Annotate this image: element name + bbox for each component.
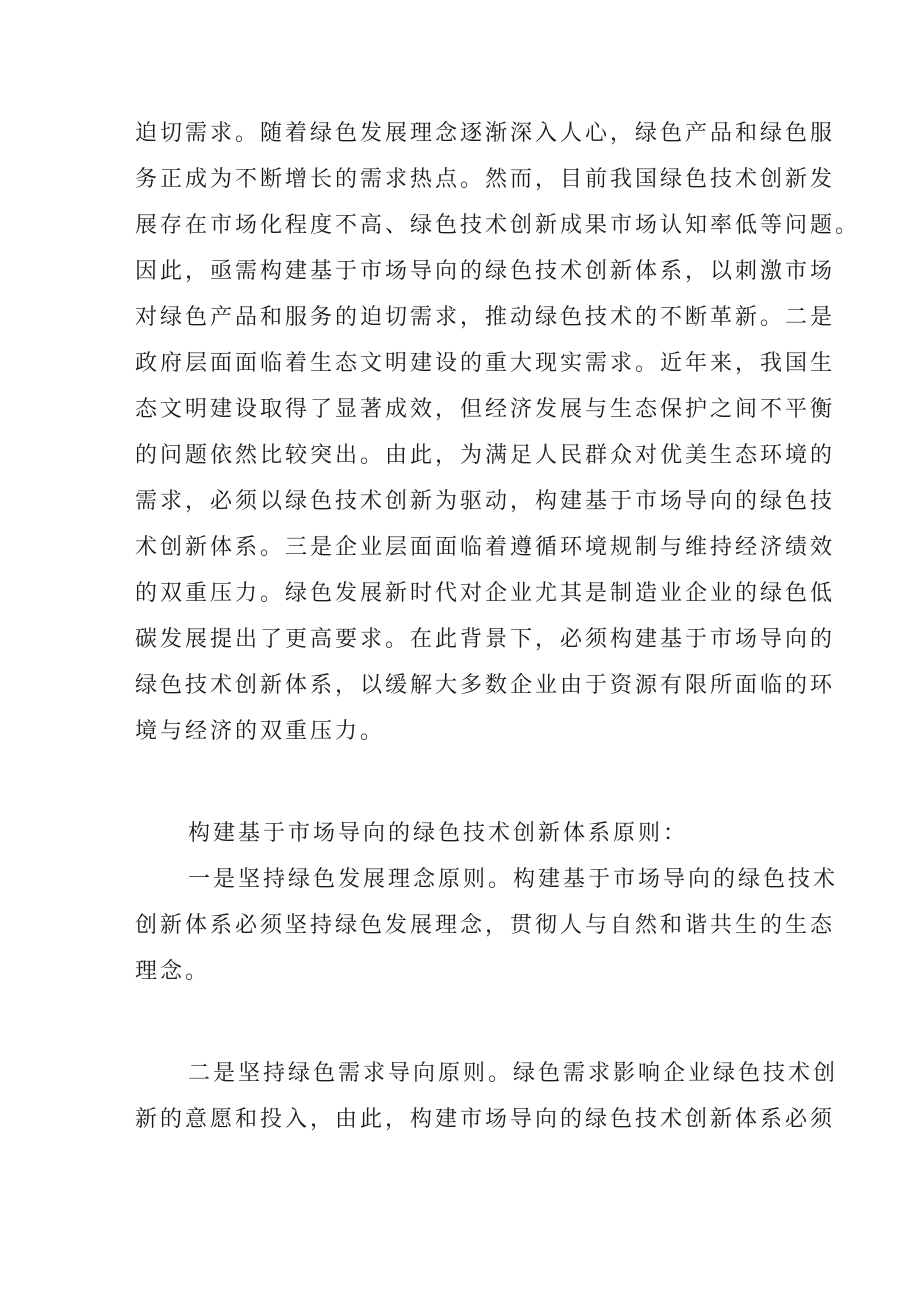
text-line: 需求，必须以绿色技术创新为驱动，构建基于市场导向的绿色技 [135, 489, 836, 514]
text-line: 创新体系必须坚持绿色发展理念，贯彻人与自然和谐共生的生态 [135, 913, 836, 938]
text-line: 理念。 [135, 959, 211, 984]
text-line: 对绿色产品和服务的迫切需求，推动绿色技术的不断革新。二是 [135, 305, 836, 330]
text-line: 迫切需求。随着绿色发展理念逐渐深入人心，绿色产品和绿色服 [135, 121, 836, 146]
text-line: 绿色技术创新体系，以缓解大多数企业由于资源有限所面临的环 [135, 673, 836, 698]
section-heading: 构建基于市场导向的绿色技术创新体系原则： [188, 821, 689, 846]
text-line: 展存在市场化程度不高、绿色技术创新成果市场认知率低等问题。 [135, 213, 861, 238]
text-line: 态文明建设取得了显著成效，但经济发展与生态保护之间不平衡 [135, 397, 836, 422]
text-line: 碳发展提出了更高要求。在此背景下，必须构建基于市场导向的 [135, 627, 836, 652]
text-line: 的双重压力。绿色发展新时代对企业尤其是制造业企业的绿色低 [135, 581, 836, 606]
text-line: 境与经济的双重压力。 [135, 719, 386, 744]
text-line: 政府层面面临着生态文明建设的重大现实需求。近年来，我国生 [135, 351, 836, 376]
text-line: 的问题依然比较突出。由此，为满足人民群众对优美生态环境的 [135, 443, 836, 468]
text-line: 因此，亟需构建基于市场导向的绿色技术创新体系，以刺激市场 [135, 259, 836, 284]
text-line: 二是坚持绿色需求导向原则。绿色需求影响企业绿色技术创 [188, 1061, 839, 1086]
text-line: 一是坚持绿色发展理念原则。构建基于市场导向的绿色技术 [188, 867, 839, 892]
text-line: 术创新体系。三是企业层面面临着遵循环境规制与维持经济绩效 [135, 535, 836, 560]
text-line: 务正成为不断增长的需求热点。然而，目前我国绿色技术创新发 [135, 167, 836, 192]
text-line: 新的意愿和投入，由此，构建市场导向的绿色技术创新体系必须 [135, 1107, 836, 1132]
